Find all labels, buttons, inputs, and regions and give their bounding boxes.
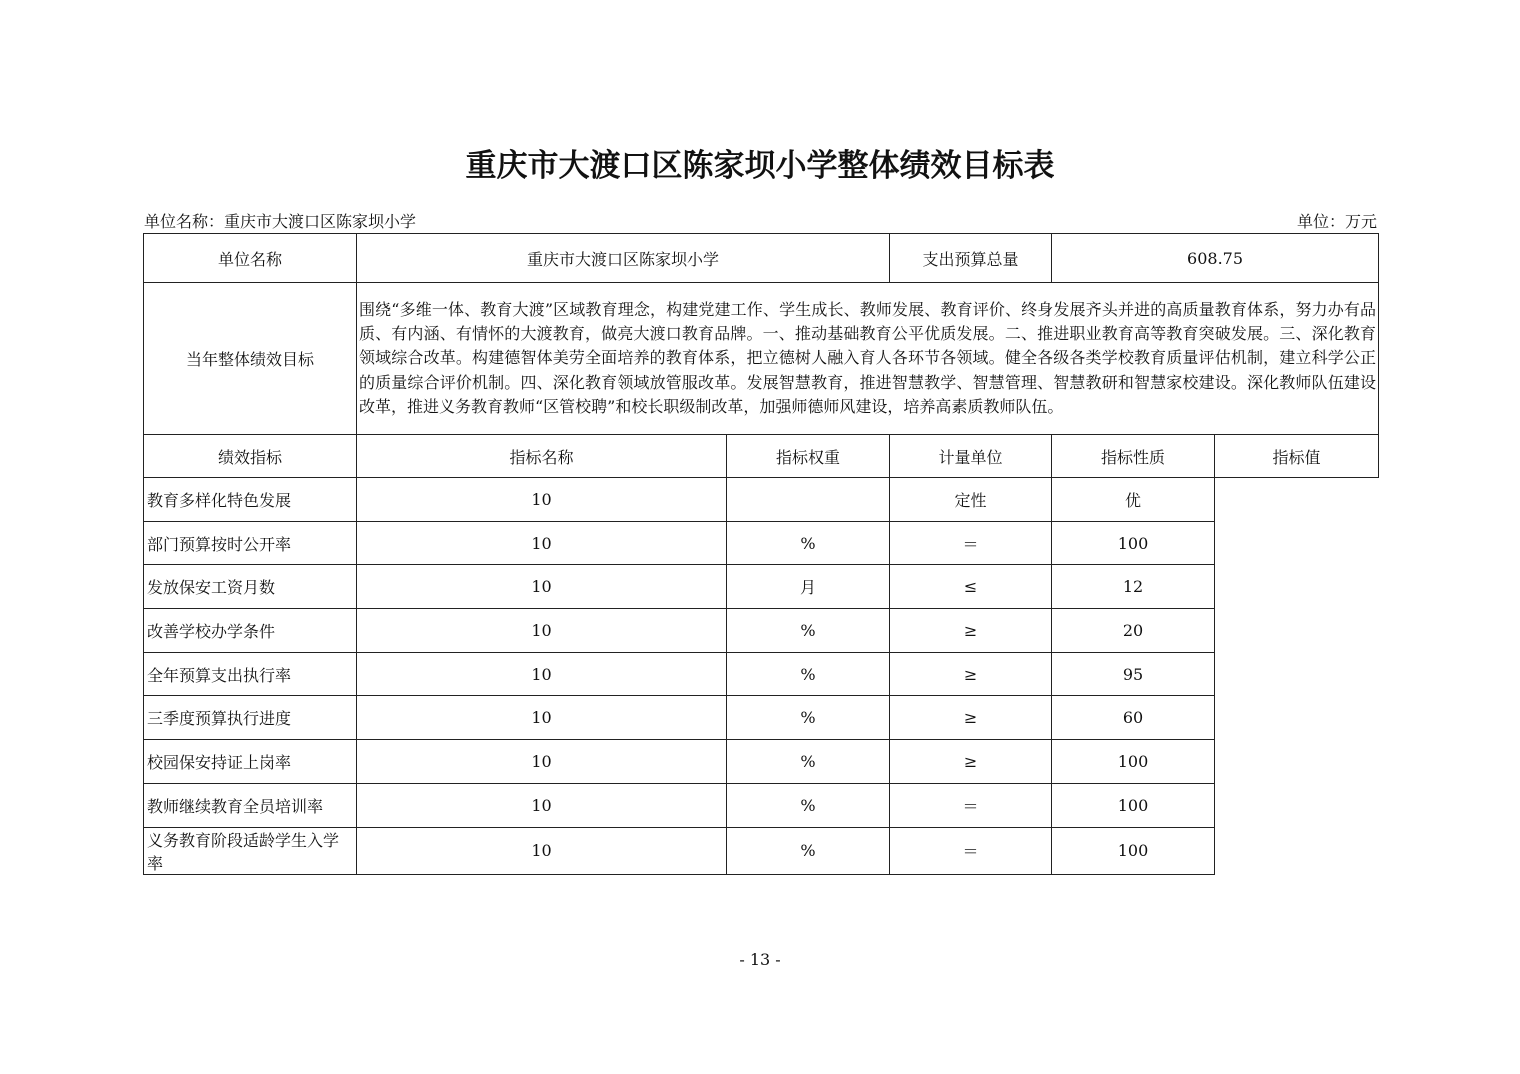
indicator-value: 100: [1052, 783, 1215, 827]
indicator-weight: 10: [357, 652, 727, 696]
indicator-name: 全年预算支出执行率: [144, 652, 357, 696]
indicator-nature: 定性: [890, 478, 1052, 522]
table-row: [144, 521, 1379, 565]
table-row: [144, 609, 1379, 653]
indicator-unit: %: [727, 652, 890, 696]
indicator-unit: %: [727, 521, 890, 565]
indicator-value: 100: [1052, 827, 1215, 874]
page-number: - 13 -: [739, 950, 781, 969]
goal-text: 围绕“多维一体、教育大渡”区域教育理念，构建党建工作、学生成长、教师发展、教育评价、终身发展齐头并进的高质量教育体系，努力办有品质、有内涵、有情怀的大渡教育，做亮大渡口教育品牌。一、推动基础教育公平优质发展。二、推进职业教育高等教育突破发展。三、深化教育领域综合改革。构建德智体美劳全面培养的教育体系，把立德树人融入育人各环节各领域。健全各级各类学校教育质量评估机制，建立科学公正的质量综合评价机制。四、深化教育领域放管服改革。发展智慧教育，推进智慧教学、智慧管理、智慧教研和智慧家校建设。深化教师队伍建设改革，推进义务教育教师“区管校聘”和校长职级制改革，加强师德师风建设，培养高素质教师队伍。: [357, 283, 1379, 435]
indicator-unit: %: [727, 740, 890, 784]
budget-total-value: 608.75: [1052, 234, 1379, 283]
indicator-name: 改善学校办学条件: [144, 609, 357, 653]
unit-name-line: 单位名称：重庆市大渡口区陈家坝小学: [144, 212, 417, 231]
indicator-weight: 10: [357, 696, 727, 740]
indicators-label: 绩效指标: [144, 435, 357, 478]
indicator-weight: 10: [357, 478, 727, 522]
indicator-nature: ≥: [890, 696, 1052, 740]
indicator-nature: ≥: [890, 652, 1052, 696]
indicator-weight: 10: [357, 565, 727, 609]
indicator-unit: %: [727, 783, 890, 827]
budget-total-label: 支出预算总量: [890, 234, 1052, 283]
indicator-nature: ≥: [890, 609, 1052, 653]
currency-unit-line: 单位：万元: [1296, 212, 1377, 231]
header-value: 指标值: [1215, 435, 1379, 478]
table-row: [144, 783, 1379, 827]
indicator-name: 教师继续教育全员培训率: [144, 783, 357, 827]
indicator-name: 义务教育阶段适龄学生入学率: [144, 827, 357, 874]
indicator-name: 教育多样化特色发展: [144, 478, 357, 522]
indicator-unit: %: [727, 827, 890, 874]
indicator-nature: ≥: [890, 740, 1052, 784]
indicator-value: 100: [1052, 740, 1215, 784]
header-weight: 指标权重: [727, 435, 890, 478]
document-title: 重庆市大渡口区陈家坝小学整体绩效目标表: [465, 148, 1055, 184]
indicator-unit: %: [727, 609, 890, 653]
indicator-header-row: [144, 435, 1379, 478]
indicator-weight: 10: [357, 609, 727, 653]
indicator-unit: [727, 478, 890, 522]
table-row: [144, 827, 1379, 874]
indicator-unit: %: [727, 696, 890, 740]
table-row: [144, 652, 1379, 696]
table-row: [144, 478, 1379, 522]
goal-row: [144, 283, 1379, 435]
header-indicator-name: 指标名称: [357, 435, 727, 478]
indicator-weight: 10: [357, 740, 727, 784]
unit-name-label: 单位名称: [144, 234, 357, 283]
unit-name-value: 重庆市大渡口区陈家坝小学: [357, 234, 890, 283]
table-row: [144, 565, 1379, 609]
indicator-value: 60: [1052, 696, 1215, 740]
indicator-nature: ＝: [890, 783, 1052, 827]
indicator-name: 部门预算按时公开率: [144, 521, 357, 565]
indicator-weight: 10: [357, 783, 727, 827]
indicator-value: 100: [1052, 521, 1215, 565]
indicator-nature: ≤: [890, 565, 1052, 609]
indicator-name: 三季度预算执行进度: [144, 696, 357, 740]
indicator-value: 优: [1052, 478, 1215, 522]
indicator-name: 发放保安工资月数: [144, 565, 357, 609]
indicator-nature: ＝: [890, 521, 1052, 565]
indicator-value: 12: [1052, 565, 1215, 609]
indicator-nature: ＝: [890, 827, 1052, 874]
indicator-weight: 10: [357, 521, 727, 565]
table-row: [144, 696, 1379, 740]
indicator-value: 95: [1052, 652, 1215, 696]
table-row: [144, 740, 1379, 784]
unit-row: [144, 234, 1379, 283]
indicator-value: 20: [1052, 609, 1215, 653]
goal-label: 当年整体绩效目标: [144, 283, 357, 435]
indicator-name: 校园保安持证上岗率: [144, 740, 357, 784]
indicator-unit: 月: [727, 565, 890, 609]
header-nature: 指标性质: [1052, 435, 1215, 478]
indicator-weight: 10: [357, 827, 727, 874]
performance-target-table: [143, 233, 1379, 875]
header-unit: 计量单位: [890, 435, 1052, 478]
